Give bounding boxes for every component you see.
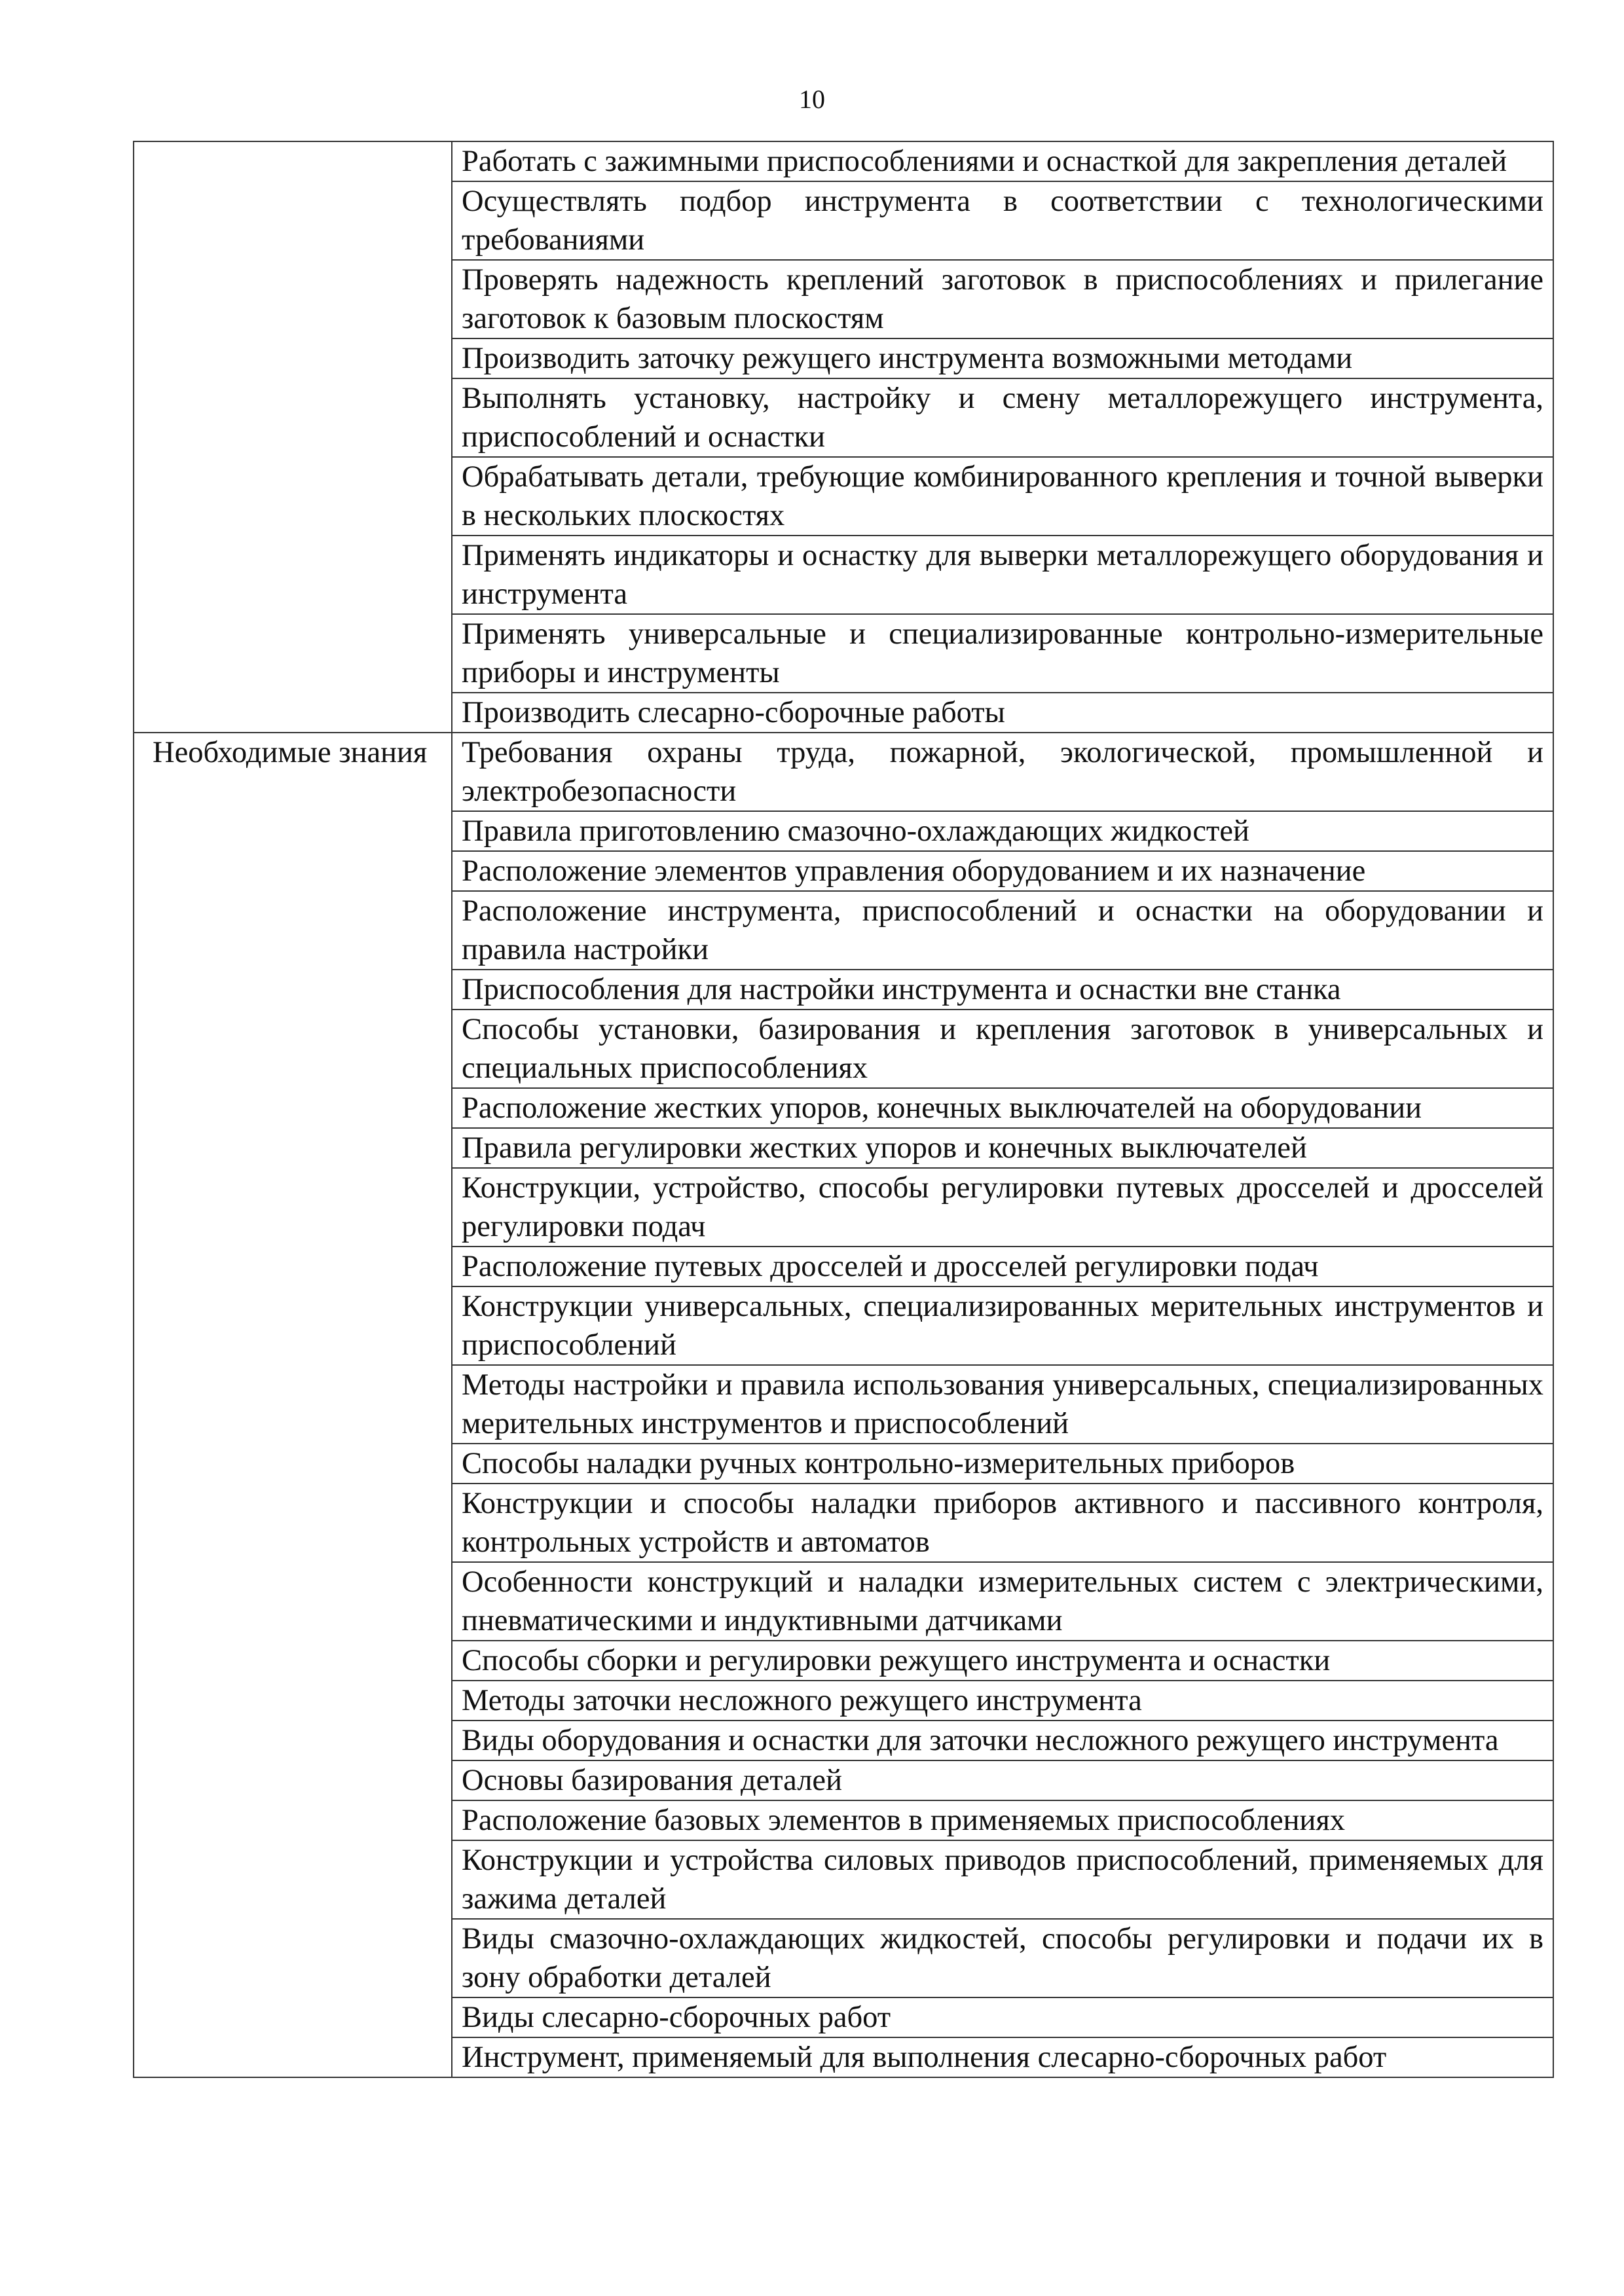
knowledge-item: Требования охраны труда, пожарной, экологической, промышленной и электробезопасности [452,733,1553,811]
skill-item: Выполнять установку, настройку и смену металлорежущего инструмента, приспособлений и оснастки [452,378,1553,457]
knowledge-item: Особенности конструкций и наладки измерительных систем с электрическими, пневматическими и индуктивными датчиками [452,1562,1553,1641]
table-row [134,733,1553,811]
knowledge-item: Правила регулировки жестких упоров и конечных выключателей [452,1128,1553,1168]
knowledge-item: Инструмент, применяемый для выполнения слесарно-сборочных работ [452,2037,1553,2077]
skill-item: Осуществлять подбор инструмента в соответствии с технологическими требованиями [452,181,1553,260]
knowledge-item: Основы базирования деталей [452,1760,1553,1800]
knowledge-label: Необходимые знания [134,733,452,2077]
knowledge-item: Конструкции, устройство, способы регулировки путевых дросселей и дросселей регулировки подач [452,1168,1553,1247]
skills-label [134,141,452,733]
competency-table [133,141,1554,2078]
knowledge-item: Правила приготовлению смазочно-охлаждающих жидкостей [452,811,1553,851]
page-number: 10 [799,84,825,114]
knowledge-item: Расположение элементов управления оборудованием и их назначение [452,851,1553,891]
skill-item: Работать с зажимными приспособлениями и оснасткой для закрепления деталей [452,141,1553,181]
knowledge-item: Способы сборки и регулировки режущего инструмента и оснастки [452,1641,1553,1681]
knowledge-item: Расположение базовых элементов в применяемых приспособлениях [452,1800,1553,1840]
knowledge-item: Расположение путевых дросселей и дросселей регулировки подач [452,1247,1553,1286]
knowledge-item: Виды слесарно-сборочных работ [452,1997,1553,2037]
knowledge-item: Способы установки, базирования и крепления заготовок в универсальных и специальных приспособлениях [452,1010,1553,1088]
knowledge-item: Приспособления для настройки инструмента и оснастки вне станка [452,970,1553,1010]
knowledge-item: Виды смазочно-охлаждающих жидкостей, способы регулировки и подачи их в зону обработки деталей [452,1919,1553,1997]
skill-item: Применять индикаторы и оснастку для выверки металлорежущего оборудования и инструмента [452,536,1553,614]
knowledge-item: Методы заточки несложного режущего инструмента [452,1681,1553,1721]
skill-item: Производить слесарно-сборочные работы [452,693,1553,733]
table-row [134,141,1553,181]
skill-item: Обрабатывать детали, требующие комбинированного крепления и точной выверки в нескольких плоскостях [452,457,1553,536]
knowledge-item: Конструкции и способы наладки приборов активного и пассивного контроля, контрольных устройств и автоматов [452,1484,1553,1562]
knowledge-item: Расположение инструмента, приспособлений и оснастки на оборудовании и правила настройки [452,891,1553,970]
knowledge-item: Конструкции и устройства силовых приводов приспособлений, применяемых для зажима деталей [452,1840,1553,1919]
skill-item: Проверять надежность креплений заготовок в приспособлениях и прилегание заготовок к базовым плоскостям [452,260,1553,338]
knowledge-item: Конструкции универсальных, специализированных мерительных инструментов и приспособлений [452,1286,1553,1365]
skill-item: Применять универсальные и специализированные контрольно-измерительные приборы и инструменты [452,614,1553,693]
knowledge-item: Виды оборудования и оснастки для заточки несложного режущего инструмента [452,1721,1553,1760]
knowledge-item: Способы наладки ручных контрольно-измерительных приборов [452,1444,1553,1484]
competency-table-body [134,141,1553,2077]
knowledge-item: Методы настройки и правила использования универсальных, специализированных мерительных инструментов и приспособлений [452,1365,1553,1444]
skill-item: Производить заточку режущего инструмента возможными методами [452,338,1553,378]
knowledge-item: Расположение жестких упоров, конечных выключателей на оборудовании [452,1088,1553,1128]
